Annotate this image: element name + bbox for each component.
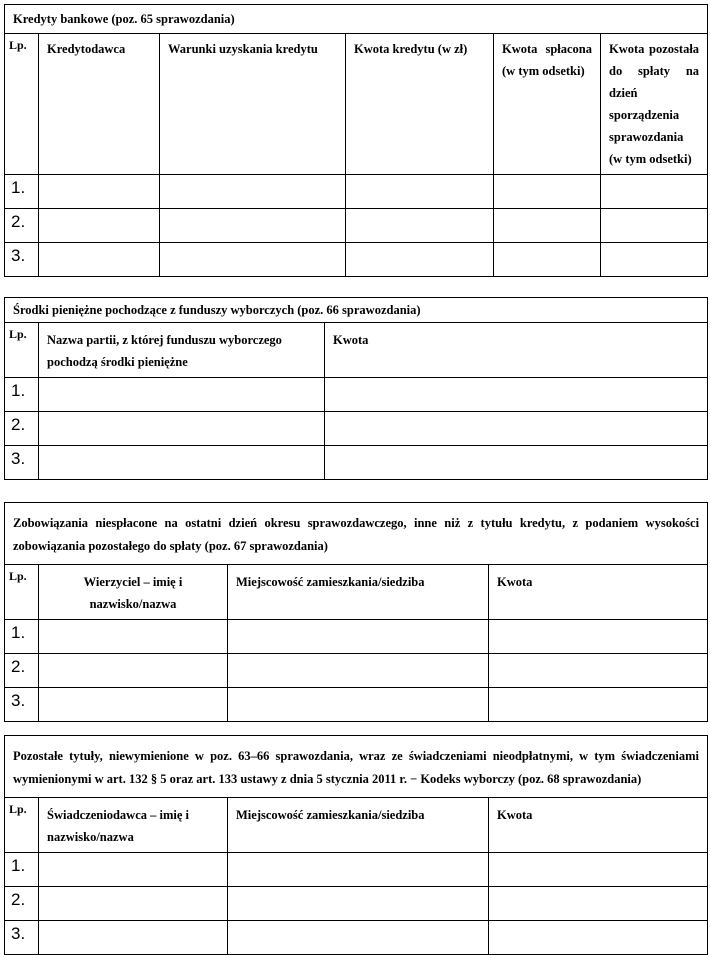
table-cell xyxy=(39,688,228,722)
table-row xyxy=(5,175,708,209)
table-cell xyxy=(601,243,708,277)
section-unpaid-liabilities xyxy=(4,502,707,722)
table-cell xyxy=(489,921,708,955)
other-titles-table xyxy=(4,735,708,955)
col-header-amount: Kwota xyxy=(325,323,708,378)
table-cell xyxy=(346,243,494,277)
table-cell xyxy=(228,853,489,887)
table-cell xyxy=(160,243,346,277)
table-cell xyxy=(346,209,494,243)
row-number: 3. xyxy=(5,688,39,722)
table-row xyxy=(5,887,708,921)
col-header-creditor: Wierzyciel – imię i nazwisko/nazwa xyxy=(39,565,228,620)
section-title: Kredyty bankowe (poz. 65 sprawozdania) xyxy=(5,5,708,34)
table-cell xyxy=(494,209,601,243)
table-cell xyxy=(601,175,708,209)
table-row xyxy=(5,654,708,688)
table-cell xyxy=(160,175,346,209)
table-cell xyxy=(39,887,228,921)
table-cell xyxy=(489,620,708,654)
table-row xyxy=(5,620,708,654)
lp-header: Lp. xyxy=(5,323,39,378)
table-cell xyxy=(325,412,708,446)
table-cell xyxy=(228,887,489,921)
row-number: 1. xyxy=(5,378,39,412)
col-header-lender: Kredytodawca xyxy=(39,34,160,175)
row-number: 2. xyxy=(5,209,39,243)
table-cell xyxy=(325,446,708,480)
lp-header: Lp. xyxy=(5,798,39,853)
section-other-titles xyxy=(4,735,707,955)
col-header-loan-amount: Kwota kredytu (w zł) xyxy=(346,34,494,175)
col-header-remaining: Kwota pozostała do spłaty na dzień sporządzenia sprawozdania (w tym odsetki) xyxy=(601,34,708,175)
table-cell xyxy=(228,654,489,688)
lp-header: Lp. xyxy=(5,565,39,620)
section-title: Pozostałe tytuły, niewymienione w poz. 63–66 sprawozdania, wraz ze świadczeniami nieodpłatnymi, w tym świadczeniami wymienionymi w art. 132 § 5 oraz art. 133 ustawy z dnia 5 stycznia 2011 r. − Kodeks wyborczy (poz. 68 sprawozdania) xyxy=(5,736,708,798)
table-row xyxy=(5,853,708,887)
table-cell xyxy=(39,378,325,412)
col-header-provider: Świadczeniodawca – imię i nazwisko/nazwa xyxy=(39,798,228,853)
col-header-repaid: Kwota spłacona (w tym odsetki) xyxy=(494,34,601,175)
section-title: Środki pieniężne pochodzące z funduszy wyborczych (poz. 66 sprawozdania) xyxy=(5,298,708,323)
row-number: 1. xyxy=(5,853,39,887)
table-cell xyxy=(325,378,708,412)
unpaid-liabilities-table xyxy=(4,502,708,722)
lp-header: Lp. xyxy=(5,34,39,175)
election-funds-table xyxy=(4,297,708,480)
col-header-party-name: Nazwa partii, z której funduszu wyborczego pochodzą środki pieniężne xyxy=(39,323,325,378)
col-header-locality: Miejscowość zamieszkania/siedziba xyxy=(228,565,489,620)
table-row xyxy=(5,209,708,243)
section-election-funds xyxy=(4,297,707,480)
section-bank-loans xyxy=(4,4,707,277)
row-number: 3. xyxy=(5,446,39,480)
table-cell xyxy=(489,654,708,688)
table-cell xyxy=(489,688,708,722)
row-number: 1. xyxy=(5,175,39,209)
table-cell xyxy=(39,620,228,654)
row-number: 2. xyxy=(5,887,39,921)
table-cell xyxy=(39,175,160,209)
table-cell xyxy=(494,243,601,277)
col-header-amount: Kwota xyxy=(489,798,708,853)
col-header-amount: Kwota xyxy=(489,565,708,620)
table-row xyxy=(5,412,708,446)
table-cell xyxy=(489,853,708,887)
table-cell xyxy=(39,853,228,887)
col-header-locality: Miejscowość zamieszkania/siedziba xyxy=(228,798,489,853)
table-cell xyxy=(160,209,346,243)
table-row xyxy=(5,378,708,412)
table-cell xyxy=(601,209,708,243)
table-cell xyxy=(39,921,228,955)
row-number: 3. xyxy=(5,921,39,955)
table-cell xyxy=(494,175,601,209)
table-cell xyxy=(228,688,489,722)
row-number: 2. xyxy=(5,412,39,446)
table-row xyxy=(5,688,708,722)
table-cell xyxy=(39,446,325,480)
table-cell xyxy=(228,620,489,654)
table-cell xyxy=(39,209,160,243)
row-number: 1. xyxy=(5,620,39,654)
bank-loans-table xyxy=(4,4,708,277)
table-cell xyxy=(39,654,228,688)
table-cell xyxy=(489,887,708,921)
table-cell xyxy=(228,921,489,955)
col-header-conditions: Warunki uzyskania kredytu xyxy=(160,34,346,175)
table-row xyxy=(5,446,708,480)
table-row xyxy=(5,243,708,277)
table-cell xyxy=(346,175,494,209)
table-row xyxy=(5,921,708,955)
section-title: Zobowiązania niespłacone na ostatni dzień okresu sprawozdawczego, inne niż z tytułu kredytu, z podaniem wysokości zobowiązania pozostałego do spłaty (poz. 67 sprawozdania) xyxy=(5,503,708,565)
row-number: 3. xyxy=(5,243,39,277)
table-cell xyxy=(39,243,160,277)
table-cell xyxy=(39,412,325,446)
row-number: 2. xyxy=(5,654,39,688)
